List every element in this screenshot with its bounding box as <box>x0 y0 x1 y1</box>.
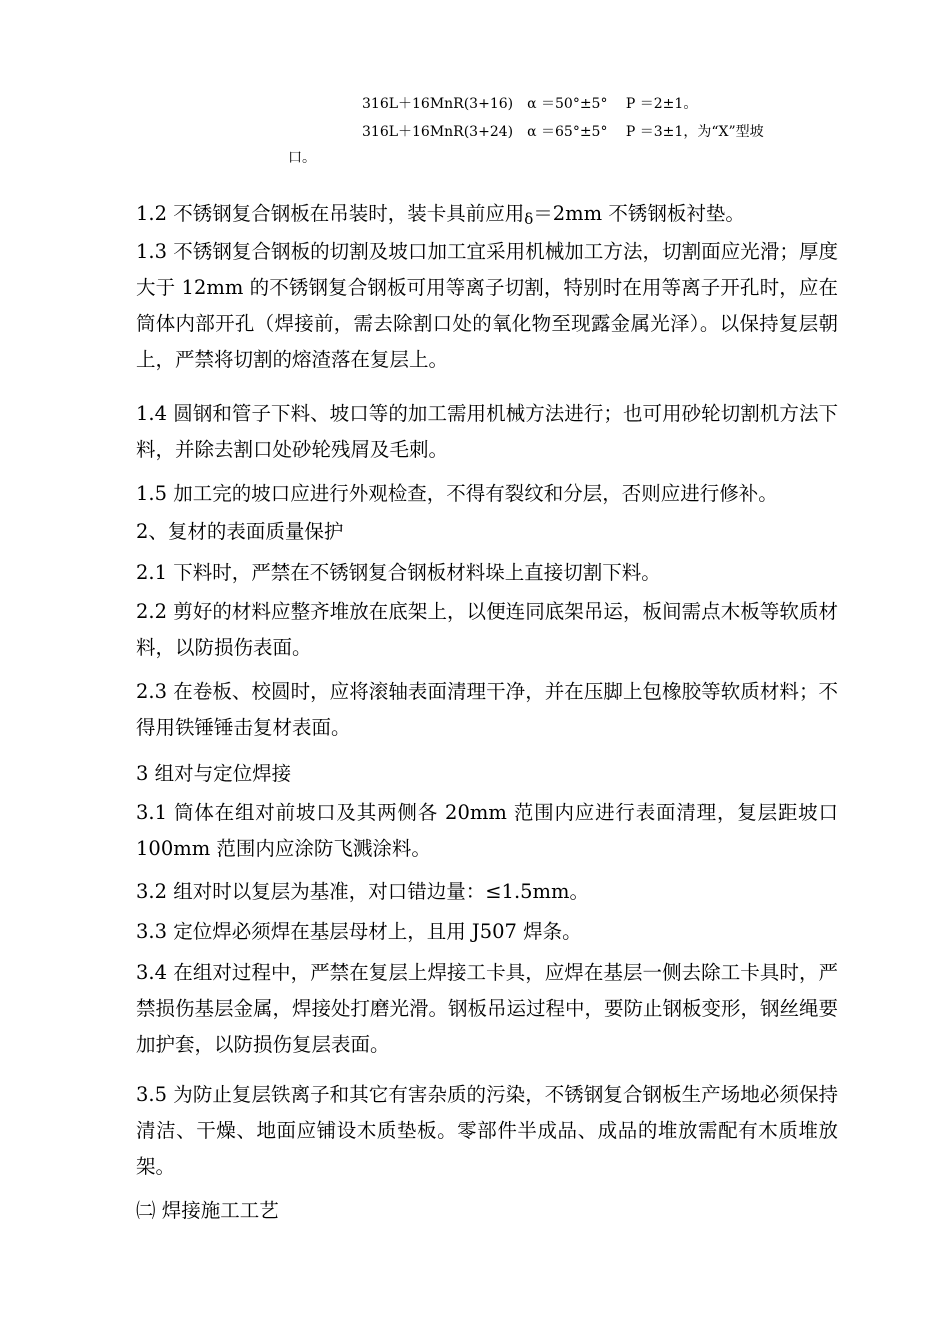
section-3-3: 3.3 定位焊必须焊在基层母材上，且用 J507 焊条。 <box>136 920 582 943</box>
section-2-1: 2.1 下料时，严禁在不锈钢复合钢板材料垛上直接切割下料。 <box>136 561 661 584</box>
groove-spec-line-1: 316L＋16MnR(3+16) α ＝50°±5° P ＝2±1。 <box>362 96 698 112</box>
section-1-2-text-b: ＝2mm 不锈钢板衬垫。 <box>533 202 745 225</box>
section-1-2 <box>136 196 838 237</box>
heading-3: 3 组对与定位焊接 <box>136 762 292 785</box>
section-3-5: 3.5 为防止复层铁离子和其它有害杂质的污染，不锈钢复合钢板生产场地必须保持清洁、干燥、地面应铺设木质垫板。零部件半成品、成品的堆放需配有木质堆放架。 <box>136 1083 838 1178</box>
section-1-2-text-a: 1.2 不锈钢复合钢板在吊装时，装卡具前应用 <box>136 202 525 225</box>
heading-2: 2、复材的表面质量保护 <box>136 520 344 543</box>
section-1-5: 1.5 加工完的坡口应进行外观检查，不得有裂纹和分层，否则应进行修补。 <box>136 482 778 505</box>
section-2-2: 2.2 剪好的材料应整齐堆放在底架上，以便连同底架吊运，板间需点木板等软质材料，以防损伤表面。 <box>136 600 838 659</box>
groove-spec-line-3: 口。 <box>288 150 316 166</box>
section-1-4: 1.4 圆钢和管子下料、坡口等的加工需用机械方法进行；也可用砂轮切割机方法下料，并除去割口处砂轮残屑及毛刺。 <box>136 402 838 461</box>
heading-welding-process: ㈡ 焊接施工工艺 <box>136 1199 279 1222</box>
delta-symbol: δ <box>524 210 534 228</box>
section-3-4: 3.4 在组对过程中，严禁在复层上焊接工卡具，应焊在基层一侧去除工卡具时，严禁损伤基层金属，焊接处打磨光滑。钢板吊运过程中，要防止钢板变形，钢丝绳要加护套，以防损伤复层表面。 <box>136 961 839 1056</box>
section-3-1: 3.1 筒体在组对前坡口及其两侧各 20mm 范围内应进行表面清理，复层距坡口 100mm 范围内应涂防飞溅涂料。 <box>136 801 838 860</box>
groove-spec-line-2: 316L＋16MnR(3+24) α ＝65°±5° P ＝3±1，为“X”型坡 <box>362 124 764 140</box>
section-2-3: 2.3 在卷板、校圆时，应将滚轴表面清理干净，并在压脚上包橡胶等软质材料；不得用铁锤锤击复材表面。 <box>136 680 838 739</box>
section-1-3: 1.3 不锈钢复合钢板的切割及坡口加工宜采用机械加工方法，切割面应光滑；厚度大于 12mm 的不锈钢复合钢板可用等离子切割，特别时在用等离子开孔时，应在筒体内部开孔（焊接前，需去除割口处的氧化物至现露金属光泽）。以保持复层朝上，严禁将切割的熔渣落在复层上。 <box>136 240 838 371</box>
section-3-2: 3.2 组对时以复层为基准，对口错边量：≤1.5mm。 <box>136 880 590 903</box>
